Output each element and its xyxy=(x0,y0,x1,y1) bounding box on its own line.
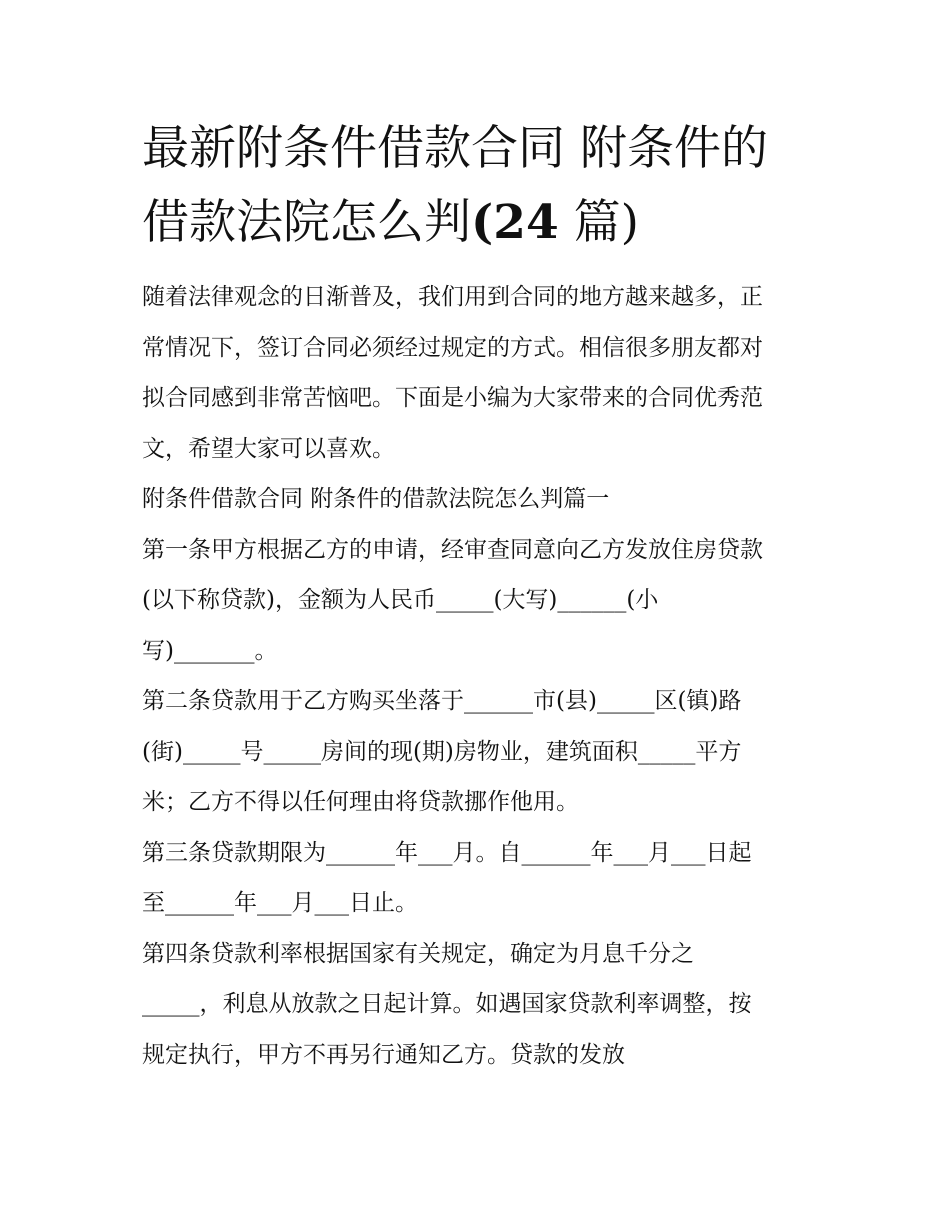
document-body xyxy=(142,272,812,1080)
document-page xyxy=(142,112,812,1080)
body-line: 第四条贷款利率根据国家有关规定，确定为月息千分之 xyxy=(142,940,694,967)
body-line: _____，利息从放款之日起计算。如遇国家贷款利率调整，按 xyxy=(142,991,752,1017)
body-line: 第三条贷款期限为______年___月。自______年___月___日起 xyxy=(142,839,752,866)
title-line-2 xyxy=(142,186,812,260)
body-line: (以下称贷款)，金额为人民币_____(大写)______(小 xyxy=(142,587,659,613)
body-line: 第二条贷款用于乙方购买坐落于______市(县)_____区(镇)路 xyxy=(142,688,742,714)
body-line: 文，希望大家可以喜欢。 xyxy=(142,435,395,462)
document-title xyxy=(142,112,812,260)
title-line-2-prefix: 借款法院怎么判 xyxy=(142,195,471,250)
body-line: 第一条甲方根据乙方的申请，经审查同意向乙方发放住房贷款 xyxy=(142,536,763,563)
body-line: 常情况下，签订合同必须经过规定的方式。相信很多朋友都对 xyxy=(142,334,763,361)
body-line: 写)_______。 xyxy=(142,637,278,664)
title-count: (24 xyxy=(471,195,559,250)
section-heading: 附条件借款合同 附条件的借款法院怎么判篇一 xyxy=(142,486,610,512)
body-line: 至______年___月___日止。 xyxy=(142,890,418,916)
body-line: 规定执行，甲方不再另行通知乙方。贷款的发放 xyxy=(142,1041,625,1068)
body-line: 拟合同感到非常苦恼吧。下面是小编为大家带来的合同优秀范 xyxy=(142,385,763,411)
title-line-2-suffix: 篇) xyxy=(558,195,639,250)
body-line: (街)_____号_____房间的现(期)房物业，建筑面积_____平方 xyxy=(142,738,742,765)
body-line: 米；乙方不得以任何理由将贷款挪作他用。 xyxy=(142,789,579,815)
title-line-1: 最新附条件借款合同 附条件的 xyxy=(142,121,768,176)
body-line: 随着法律观念的日渐普及，我们用到合同的地方越来越多，正 xyxy=(142,284,763,310)
